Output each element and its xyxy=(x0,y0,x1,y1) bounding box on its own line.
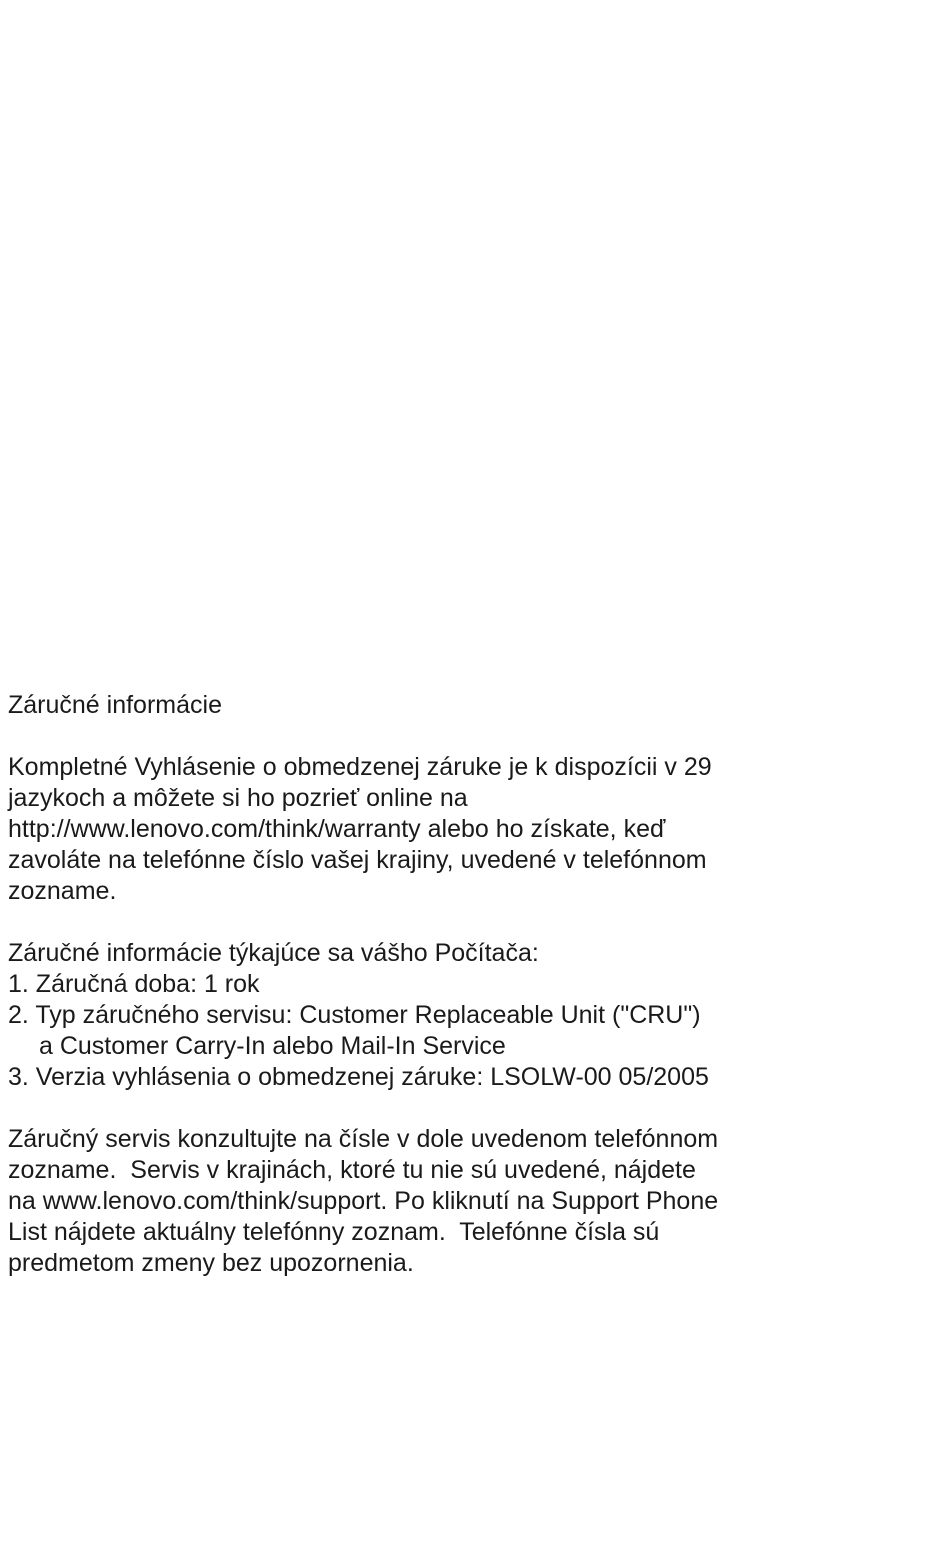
list-item-service-type-continued: a Customer Carry-In alebo Mail-In Service xyxy=(39,1032,506,1060)
intro-line: http://www.lenovo.com/think/warranty alebo ho získate, keď xyxy=(8,815,666,843)
service-line: na www.lenovo.com/think/support. Po kliknutí na Support Phone xyxy=(8,1187,719,1215)
service-paragraph xyxy=(8,1124,938,1279)
list-item-service-type: 2. Typ záručného servisu: Customer Replaceable Unit ("CRU") xyxy=(8,1001,701,1029)
list-item-warranty-period: 1. Záručná doba: 1 rok xyxy=(8,970,260,998)
warranty-document xyxy=(8,690,938,1279)
service-line: Záručný servis konzultujte na čísle v dole uvedenom telefónnom xyxy=(8,1125,719,1153)
service-line: List nájdete aktuálny telefónny zoznam. Telefónne čísla sú xyxy=(8,1218,660,1246)
spacer xyxy=(8,1093,938,1124)
intro-line: zavoláte na telefónne číslo vašej krajiny, uvedené v telefónnom xyxy=(8,846,707,874)
document-heading: Záručné informácie xyxy=(8,691,222,719)
spacer xyxy=(8,721,938,752)
intro-line: jazykoch a môžete si ho pozrieť online na xyxy=(8,784,468,812)
computer-info-title: Záručné informácie týkajúce sa vášho Počítača: xyxy=(8,939,539,967)
service-line: predmetom zmeny bez upozornenia. xyxy=(8,1249,414,1277)
intro-paragraph xyxy=(8,752,938,907)
spacer xyxy=(8,907,938,938)
intro-line: Kompletné Vyhlásenie o obmedzenej záruke je k dispozícii v 29 xyxy=(8,753,712,781)
service-line: zozname. Servis v krajinách, ktoré tu nie sú uvedené, nájdete xyxy=(8,1156,696,1184)
list-item-statement-version: 3. Verzia vyhlásenia o obmedzenej záruke: LSOLW-00 05/2005 xyxy=(8,1063,709,1091)
computer-warranty-info xyxy=(8,938,938,1093)
intro-line: zozname. xyxy=(8,877,117,905)
